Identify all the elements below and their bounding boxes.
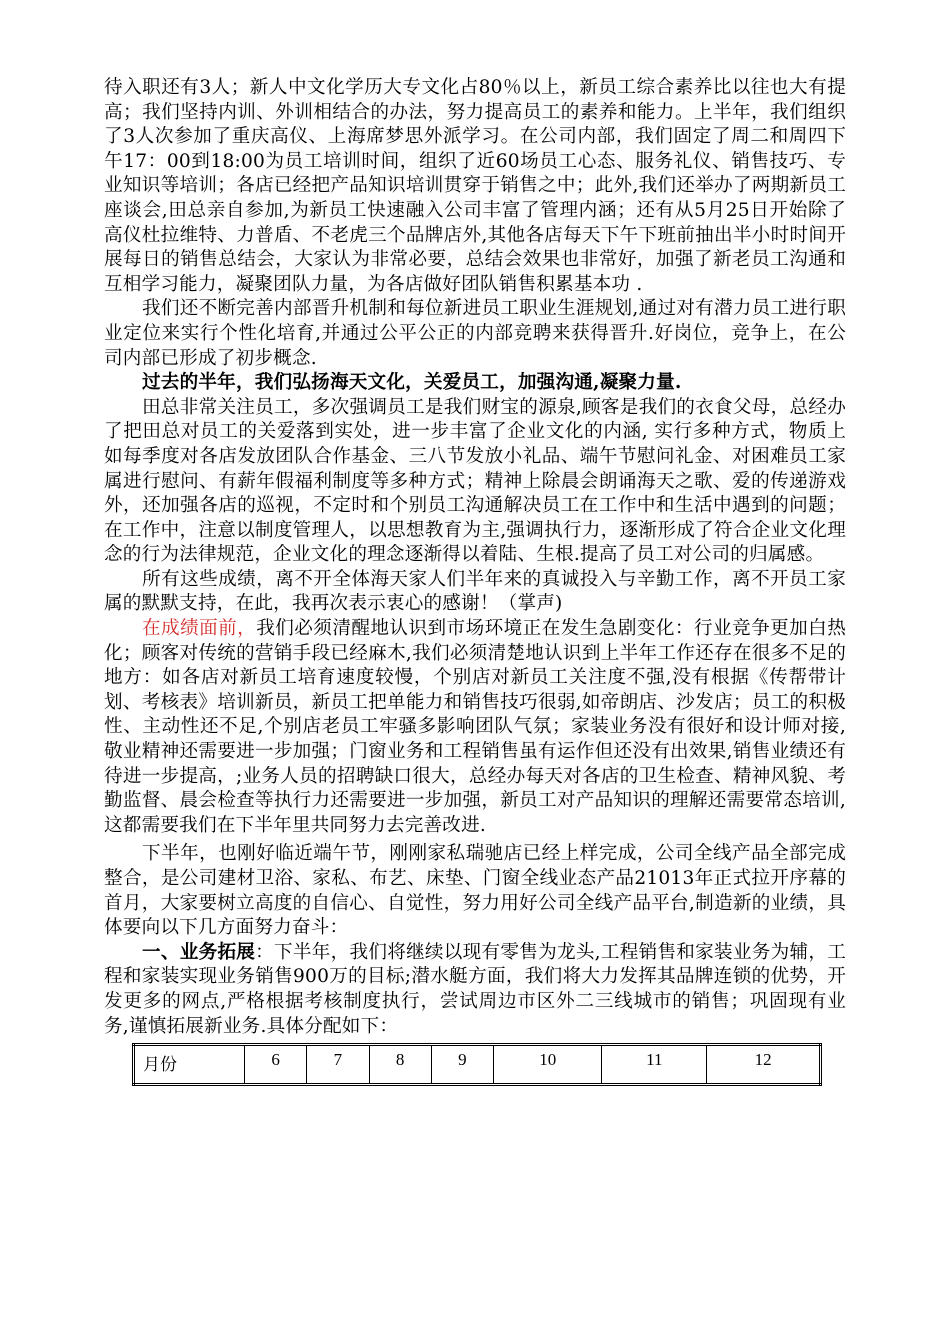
table-cell-month: 11 xyxy=(602,1045,707,1085)
paragraph-business-expansion xyxy=(104,941,846,1039)
table-cell-month: 10 xyxy=(494,1045,602,1085)
paragraph-thanks: 所有这些成绩，离不开全体海天家人们半年来的真诚投入与辛勤工作，离不开员工家属的默默支持，在此，我再次表示衷心的感谢！（掌声) xyxy=(104,568,846,615)
section-heading-culture: 过去的半年，我们弘扬海天文化，关爱员工，加强沟通,凝聚力量. xyxy=(142,372,682,394)
table-cell-month: 8 xyxy=(369,1045,431,1085)
paragraph-culture: 田总非常关注员工，多次强调员工是我们财宝的源泉,顾客是我们的衣食父母，总经办了把田总对员工的关爱落到实处，进一步丰富了企业文化的内涵, 实行多种方式，物质上如每季度对各店发放团队合作基金、三八节发放小礼品、端午节慰问礼金、对困难员工家属进行慰问、有薪年假福利制度等多种方式；精神上除晨会朗诵海天之歌、爱的传递游戏外，还加强各店的巡视，不定时和个别员工沟通解决员工在工作中和生活中遇到的问题；在工作中，注意以制度管理人，以思想教育为主,强调执行力，逐渐形成了符合企业文化理念的行为法律规范，企业文化的理念逐渐得以着陆、生根.提高了员工对公司的归属感。 xyxy=(104,396,846,566)
paragraph-shortcomings xyxy=(104,617,846,838)
table-cell-month: 12 xyxy=(707,1045,821,1085)
paragraph-promotion: 我们还不断完善内部晋升机制和每位新进员工职业生涯规划,通过对有潜力员工进行职业定位来实行个性化培育,并通过公平公正的内部竞聘来获得晋升.好岗位，竞争上，在公司内部已形成了初步概念. xyxy=(104,298,846,369)
table-cell-month: 7 xyxy=(307,1045,369,1085)
table-row xyxy=(134,1045,821,1085)
business-expansion-text: ：下半年，我们将继续以现有零售为龙头,工程销售和家装业务为辅，工程和家装实现业务销售900万的目标;潜水艇方面，我们将大力发挥其品牌连锁的优势，开发更多的网点,严格根据考核制度执行，尝试周边市区外二三线城市的销售；巩固现有业务,谨慎拓展新业务.具体分配如下： xyxy=(104,941,846,1037)
highlight-phrase: 在成绩面前， xyxy=(142,618,257,640)
paragraph-training: 待入职还有3人；新人中文化学历大专文化占80％以上，新员工综合素养比以往也大有提高；我们坚持内训、外训相结合的办法，努力提高员工的素养和能力。上半年，我们组织了3人次参加了重庆高仪、上海席梦思外派学习。在公司内部，我们固定了周二和周四下午17：00到18:00为员工培训时间，组织了近60场员工心态、服务礼仪、销售技巧、专业知识等培训；各店已经把产品知识培训贯穿于销售之中；此外,我们还举办了两期新员工座谈会,田总亲自参加,为新员工快速融入公司丰富了管理内涵；还有从5月25日开始除了高仪杜拉维特、力普盾、不老虎三个品牌店外,其他各店每天下午下班前抽出半小时时间开展每日的销售总结会，大家认为非常必要，总结会效果也非常好，加强了新老员工沟通和互相学习能力，凝聚团队力量，为各店做好团队销售积累基本功 . xyxy=(104,77,846,295)
table-header-month: 月份 xyxy=(134,1045,245,1085)
paragraph-second-half: 下半年，也刚好临近端午节，刚刚家私瑞驰店已经上样完成，公司全线产品全部完成整合，是公司建材卫浴、家私、布艺、床垫、门窗全线业态产品21013年正式拉开序幕的首月，大家要树立高度的自信心、自觉性，努力用好公司全线产品平台,制造新的业绩，具体要向以下几方面努力奋斗： xyxy=(104,843,846,939)
monthly-allocation-table xyxy=(132,1043,822,1086)
table-cell-month: 6 xyxy=(245,1045,307,1085)
paragraph-shortcomings-text: 我们必须清醒地认识到市场环境正在发生急剧变化：行业竞争更加白热化；顾客对传统的营销手段已经麻木,我们必须清楚地认识到上半年工作还存在很多不足的地方：如各店对新员工培育速度较慢，个别店对新员工关注度不强,没有根据《传帮带计划、考核表》培训新员，新员工把单能力和销售技巧很弱,如帝朗店、沙发店；员工的积极性、主动性还不足,个别店老员工牢骚多影响团队气氛；家装业务没有很好和设计师对接,敬业精神还需要进一步加强；门窗业务和工程销售虽有运作但还没有出效果,销售业绩还有待进一步提高，;业务人员的招聘缺口很大，总经办每天对各店的卫生检查、精神风貌、考勤监督、晨会检查等执行力还需要进一步加强，新员工对产品知识的理解还需要常态培训,这都需要我们在下半年里共同努力去完善改进. xyxy=(104,618,846,836)
table-cell-month: 9 xyxy=(431,1045,493,1085)
business-expansion-heading: 一、业务拓展 xyxy=(142,941,256,963)
